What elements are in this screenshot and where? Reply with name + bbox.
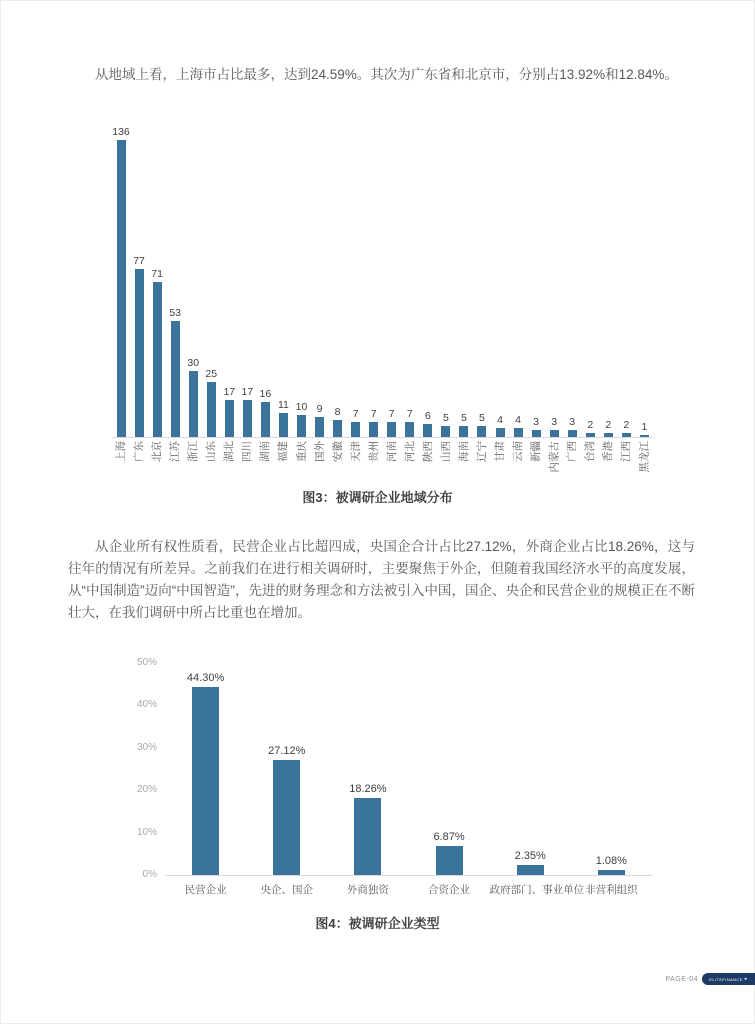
bar <box>261 402 270 437</box>
x-axis-label: 非营利组织 <box>585 884 638 896</box>
bar-value-label: 2 <box>587 418 594 431</box>
bar-column <box>527 417 545 437</box>
bar <box>333 420 342 437</box>
bar-column <box>246 745 327 875</box>
bar <box>273 760 300 875</box>
bar <box>225 400 234 437</box>
bar-value-label: 3 <box>533 416 540 429</box>
bar-value-label: 2.35% <box>514 850 546 863</box>
x-axis-label: 北京 <box>151 441 164 462</box>
bar-column <box>491 415 509 437</box>
bar <box>315 417 324 437</box>
bar-column <box>408 831 489 875</box>
x-axis-label: 云南 <box>512 441 525 462</box>
company-type-bar-chart <box>136 657 652 897</box>
bar-value-label: 7 <box>352 407 359 420</box>
bar <box>423 424 432 437</box>
x-axis-label: 安徽 <box>331 441 344 462</box>
bar-column <box>571 855 652 875</box>
bar <box>622 433 631 437</box>
bar <box>279 413 288 437</box>
bar-column <box>545 417 563 437</box>
x-axis-label: 国外 <box>313 441 326 462</box>
bar-value-label: 25 <box>205 368 218 381</box>
bar-value-label: 1 <box>641 420 648 433</box>
bar-value-label: 44.30% <box>186 672 225 685</box>
x-axis-label: 上海 <box>115 441 128 462</box>
x-axis-label: 湖南 <box>259 441 272 462</box>
bar <box>135 269 144 437</box>
x-axis-label: 河南 <box>385 441 398 462</box>
x-axis-label: 广东 <box>133 441 146 462</box>
bar-value-label: 53 <box>169 307 181 320</box>
bar-column <box>202 369 220 437</box>
bar <box>354 798 381 875</box>
brand-label: ELITEFINANCE <box>709 976 743 982</box>
bar <box>598 870 625 875</box>
bar-value-label: 3 <box>569 416 576 429</box>
y-axis-tick-label: 30% <box>136 741 157 753</box>
bar <box>153 282 162 437</box>
bar-value-label: 4 <box>497 414 503 427</box>
bar <box>477 426 486 437</box>
y-axis-tick-label: 40% <box>136 699 157 711</box>
bar-column <box>490 850 571 875</box>
bar-value-label: 6 <box>424 409 431 422</box>
bar <box>405 422 414 437</box>
x-axis-label: 央企、国企 <box>260 884 313 896</box>
x-axis-label: 黑龙江 <box>638 441 651 473</box>
bar <box>640 435 649 437</box>
bar-value-label: 5 <box>479 412 485 425</box>
bar-value-label: 3 <box>551 416 558 429</box>
x-axis-label: 天津 <box>349 441 362 462</box>
x-axis-label: 新疆 <box>530 441 543 462</box>
bar-column <box>455 413 473 437</box>
bar <box>243 400 252 437</box>
bar-value-label: 2 <box>605 418 612 431</box>
bar-value-label: 1.08% <box>595 855 627 868</box>
y-axis-tick-label: 0% <box>142 869 157 880</box>
bar-column <box>130 256 148 437</box>
bar <box>171 321 180 437</box>
x-axis-label: 江西 <box>620 441 633 462</box>
x-axis-label: 合资企业 <box>428 884 471 896</box>
bar-column <box>581 420 599 437</box>
page-number: PAGE-04 <box>665 976 698 983</box>
bar-column <box>599 420 617 437</box>
bar-column <box>635 422 653 437</box>
x-axis-label: 政府部门、事业单位 <box>489 884 585 896</box>
bar-value-label: 7 <box>388 407 395 420</box>
x-axis-label: 香港 <box>602 441 615 462</box>
bar-column <box>311 404 329 437</box>
bar <box>297 415 306 437</box>
bar-column <box>365 409 383 437</box>
x-axis-label: 山东 <box>205 441 218 462</box>
y-axis-tick-label: 10% <box>136 826 157 838</box>
bar-value-label: 4 <box>515 414 521 427</box>
x-axis-label: 陕西 <box>421 441 434 462</box>
bar-column <box>437 413 455 437</box>
brand-tab <box>702 973 755 985</box>
bar <box>568 430 577 437</box>
bar-column <box>383 409 401 437</box>
bar <box>189 371 198 437</box>
bar-value-label: 136 <box>112 125 130 138</box>
bar-column <box>166 308 184 437</box>
x-axis-label: 湖北 <box>223 441 236 462</box>
bar-value-label: 17 <box>223 385 236 398</box>
bar <box>117 140 126 437</box>
bar-column <box>256 389 274 437</box>
bar <box>496 428 505 437</box>
x-axis-label: 河北 <box>403 441 416 462</box>
bar-value-label: 2 <box>623 418 630 431</box>
x-axis-label: 台湾 <box>584 441 597 462</box>
bar-column <box>220 387 238 437</box>
bar-value-label: 10 <box>295 401 308 414</box>
region-distribution-bar-chart <box>112 116 654 500</box>
bar-value-label: 16 <box>259 388 272 401</box>
bar-column <box>473 413 491 437</box>
x-axis-label: 广西 <box>566 441 579 462</box>
y-axis-tick-label: 20% <box>136 784 157 796</box>
x-axis-label: 重庆 <box>295 441 308 462</box>
bar-value-label: 8 <box>334 405 341 418</box>
bar-column <box>165 672 246 875</box>
bar <box>387 422 396 437</box>
bar-value-label: 17 <box>241 385 254 398</box>
x-axis-label: 贵州 <box>367 441 380 462</box>
x-axis-label: 内蒙古 <box>548 441 561 473</box>
bar-value-label: 5 <box>460 412 467 425</box>
bar-column <box>184 358 202 437</box>
bar <box>586 433 595 437</box>
x-axis-label: 江苏 <box>169 441 182 462</box>
bar-column <box>329 407 347 437</box>
x-axis-label: 山西 <box>439 441 452 462</box>
bar <box>369 422 378 437</box>
x-axis-label: 外商独资 <box>346 884 389 896</box>
bar <box>517 865 544 875</box>
x-axis-label: 浙江 <box>187 441 200 462</box>
bar-value-label: 7 <box>370 407 377 420</box>
bar-column <box>274 400 292 437</box>
x-axis-label: 福建 <box>277 441 290 462</box>
bar <box>514 428 523 437</box>
bar-value-label: 71 <box>151 267 163 280</box>
caret-icon: ▸ <box>744 975 748 982</box>
bar-value-label: 7 <box>406 407 413 420</box>
bar-value-label: 27.12% <box>268 745 306 758</box>
bar <box>459 426 468 437</box>
bar <box>604 433 613 437</box>
bar-value-label: 77 <box>133 254 145 267</box>
x-axis-label: 海南 <box>457 441 470 462</box>
x-axis-label: 辽宁 <box>475 441 488 462</box>
bar-value-label: 11 <box>277 398 289 411</box>
x-axis-label: 甘肃 <box>494 441 507 462</box>
bar-column <box>509 415 527 437</box>
bar <box>441 426 450 437</box>
bar <box>436 846 463 875</box>
bar-column <box>292 402 310 437</box>
bar-column <box>419 411 437 437</box>
bar-column <box>347 409 365 437</box>
chart-plot-area <box>136 657 652 880</box>
bar-column <box>238 387 256 437</box>
chart-plot-area <box>112 116 654 438</box>
bar-value-label: 30 <box>187 357 200 370</box>
bar-value-label: 6.87% <box>433 830 465 843</box>
x-axis-label: 四川 <box>241 441 254 462</box>
bar-column <box>401 409 419 437</box>
bar <box>351 422 360 437</box>
bar-column <box>563 417 581 437</box>
x-axis-label: 民营企业 <box>184 884 227 896</box>
bar-value-label: 5 <box>442 412 449 425</box>
bar <box>207 382 216 437</box>
bar-column <box>327 783 408 875</box>
bar-column <box>112 127 130 437</box>
figure3-caption: 图3：被调研企业地域分布 <box>302 490 453 505</box>
bar <box>550 430 559 437</box>
bar-column <box>617 420 635 437</box>
y-axis-tick-label: 50% <box>136 657 157 668</box>
paragraph-ownership-summary: 从企业所有权性质看，民营企业占比超四成，央国企合计占比27.12%，外商企业占比18.26%，这与往年的情况有所差异。之前我们在进行相关调研时，主要聚焦于外企，但随着我国经济水平的高度发展，从“中国制造”迈向“中国智造”，先进的财务理念和方法被引入中国，国企、央企和民营企业的规模正在不断壮大，在我们调研中所占比重也在增加。 <box>68 539 695 620</box>
bar-column <box>148 269 166 437</box>
figure4-caption: 图4：被调研企业类型 <box>315 916 440 931</box>
paragraph-region-summary: 从地域上看，上海市占比最多，达到24.59%。其次为广东省和北京市，分别占13.92%和12.84%。 <box>95 67 678 82</box>
bar <box>532 430 541 437</box>
bar-value-label: 9 <box>316 403 323 416</box>
bar <box>192 687 219 875</box>
bar-value-label: 18.26% <box>349 782 387 795</box>
chart-x-axis-labels <box>165 876 652 897</box>
